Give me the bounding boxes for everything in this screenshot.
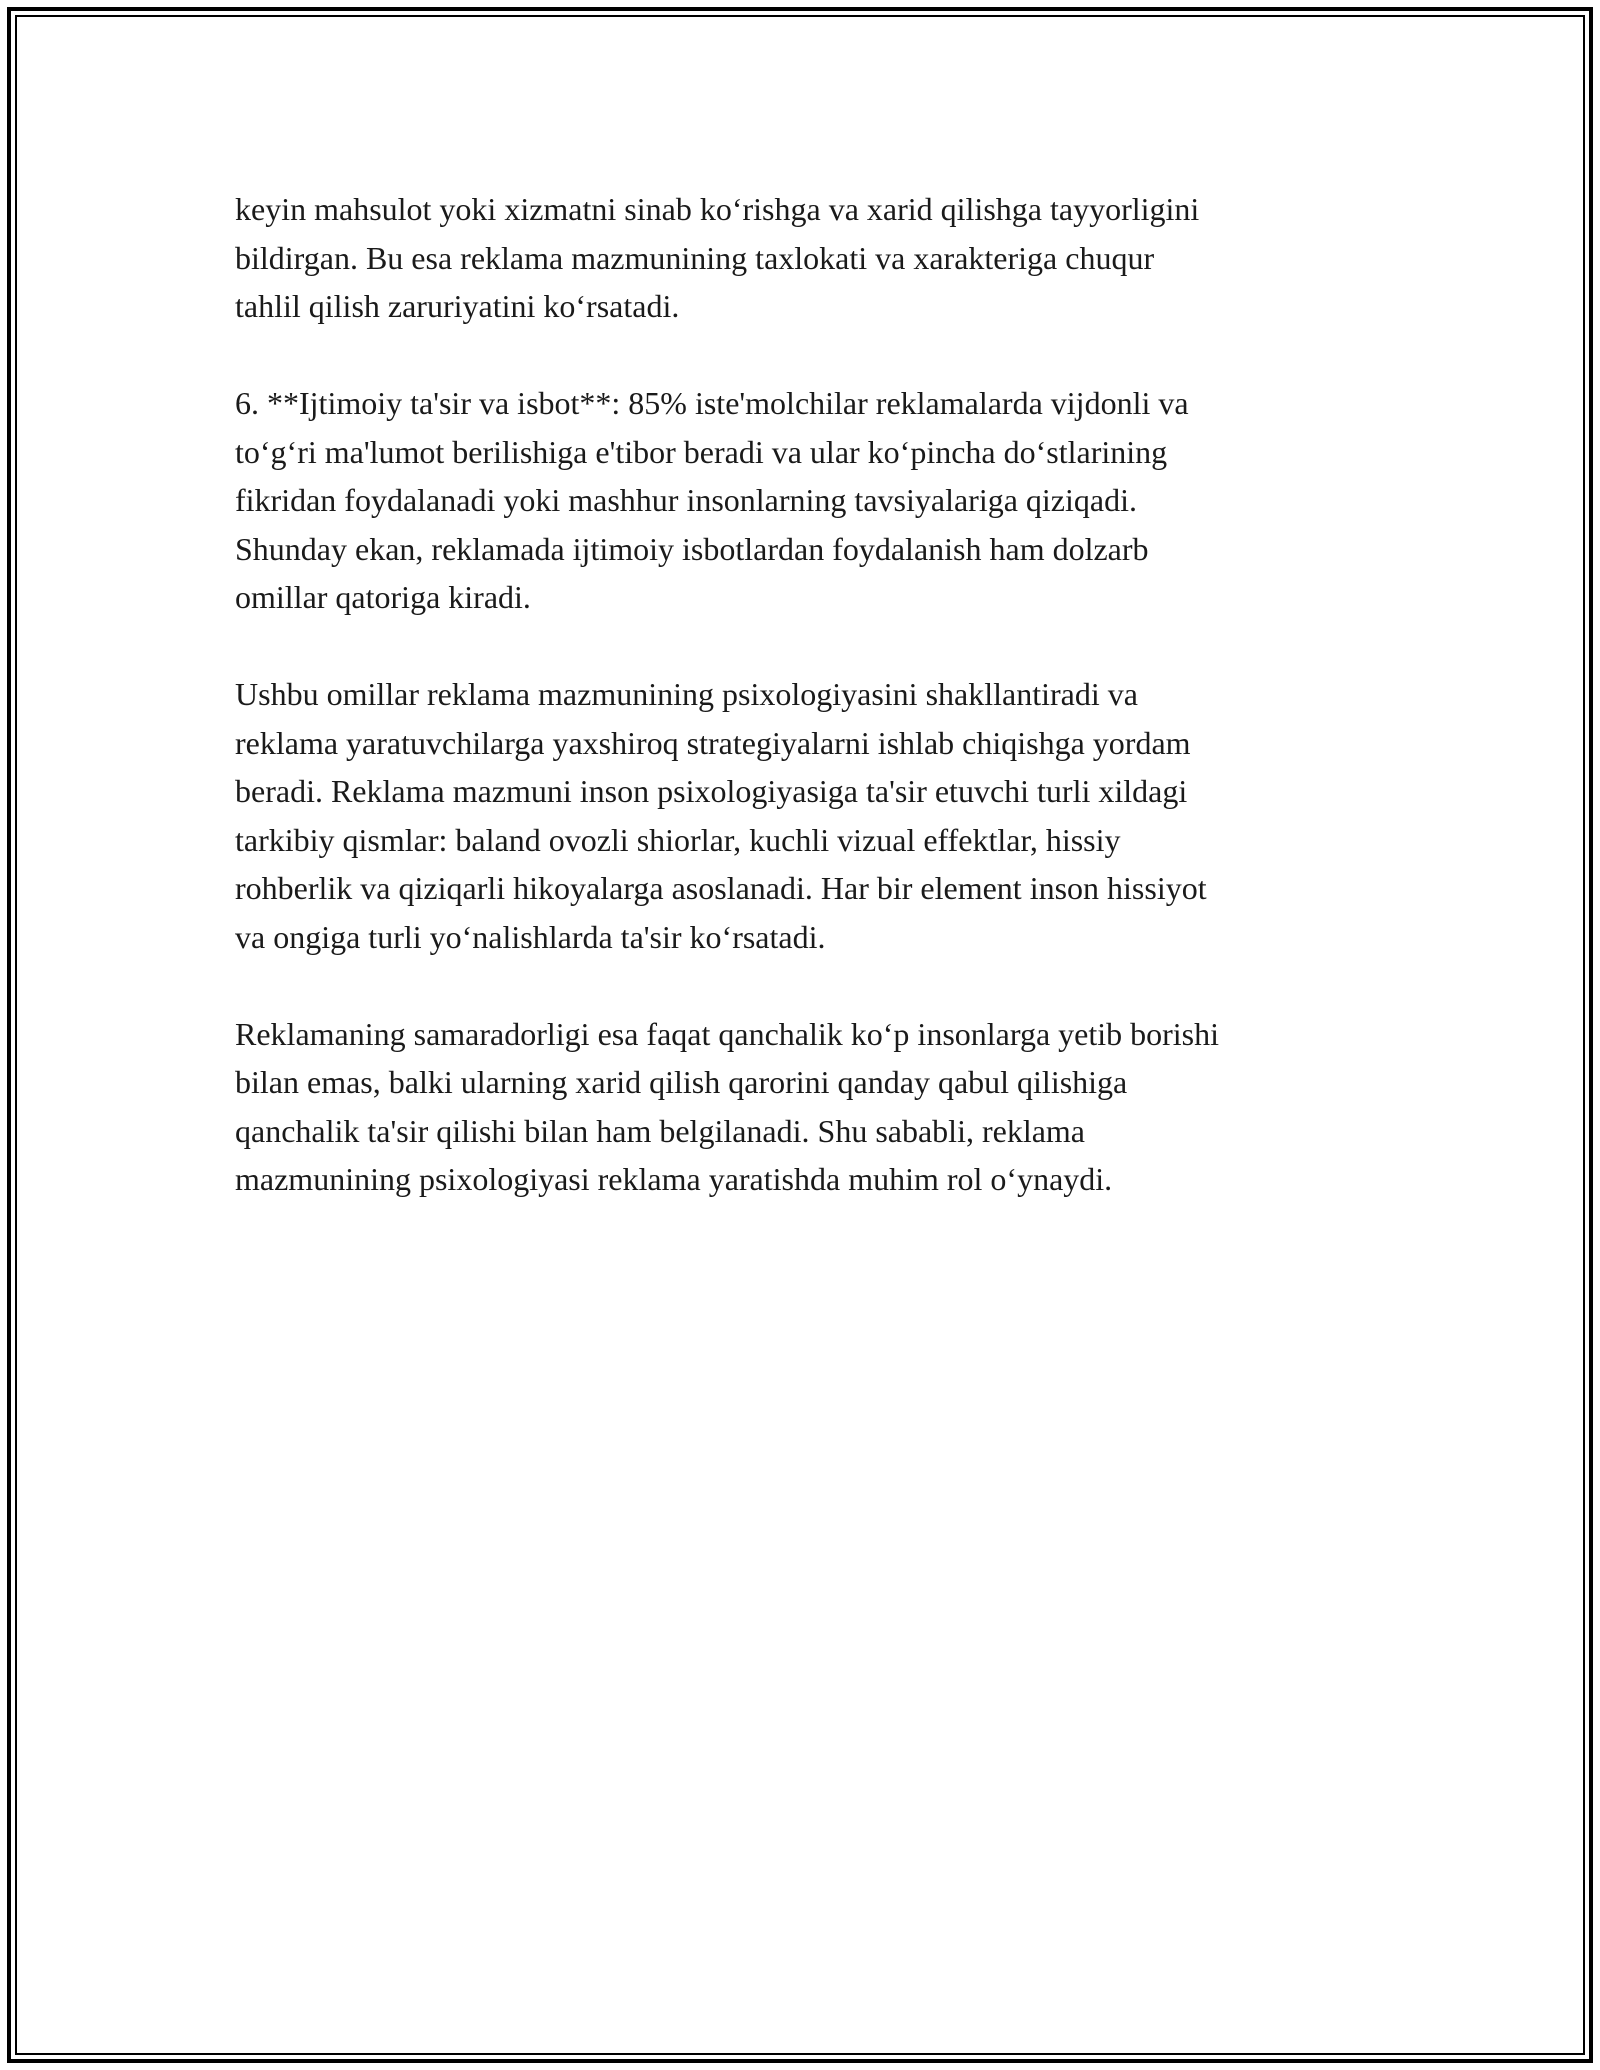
paragraph-2: 6. **Ijtimoiy ta'sir va isbot**: 85% iste'molchilar reklamalarda vijdonli va to‘g‘ri ma'lumot berilishiga e'tibor beradi va ular ko‘pincha do‘stlarining fikridan foydalanadi yoki mashhur insonlarning tavsiyalariga qiziqadi. Shunday ekan, reklamada ijtimoiy isbotlardan foydalanish ham dolzarb omillar qatoriga kiradi.: [235, 385, 1189, 615]
paragraph-4: Reklamaning samaradorligi esa faqat qanchalik ko‘p insonlarga yetib borishi bilan emas, balki ularning xarid qilish qarorini qanday qabul qilishiga qanchalik ta'sir qilishi bilan ham belgilanadi. Shu sababli, reklama mazmunining psixologiyasi reklama yaratishda muhim rol o‘ynaydi.: [235, 1015, 1220, 1197]
paragraph-3: Ushbu omillar reklama mazmunining psixologiyasini shakllantiradi va reklama yaratuvchilarga yaxshiroq strategiyalarni ishlab chiqishga yordam beradi. Reklama mazmuni inson psixologiyasiga ta'sir etuvchi turli xildagi tarkibiy qismlar: baland ovozli shiorlar, kuchli vizual effektlar, hissiy rohberlik va qiziqarli hikoyalarga asoslanadi. Har bir element inson hissiyot va ongiga turli yo‘nalishlarda ta'sir ko‘rsatadi.: [235, 676, 1207, 955]
paragraph-1: keyin mahsulot yoki xizmatni sinab ko‘rishga va xarid qilishga tayyorligini bildirgan. Bu esa reklama mazmunining taxlokati va xarakteriga chuqur tahlil qilish zaruriyatini ko‘rsatadi.: [235, 191, 1200, 324]
document-body: [235, 185, 1380, 1252]
